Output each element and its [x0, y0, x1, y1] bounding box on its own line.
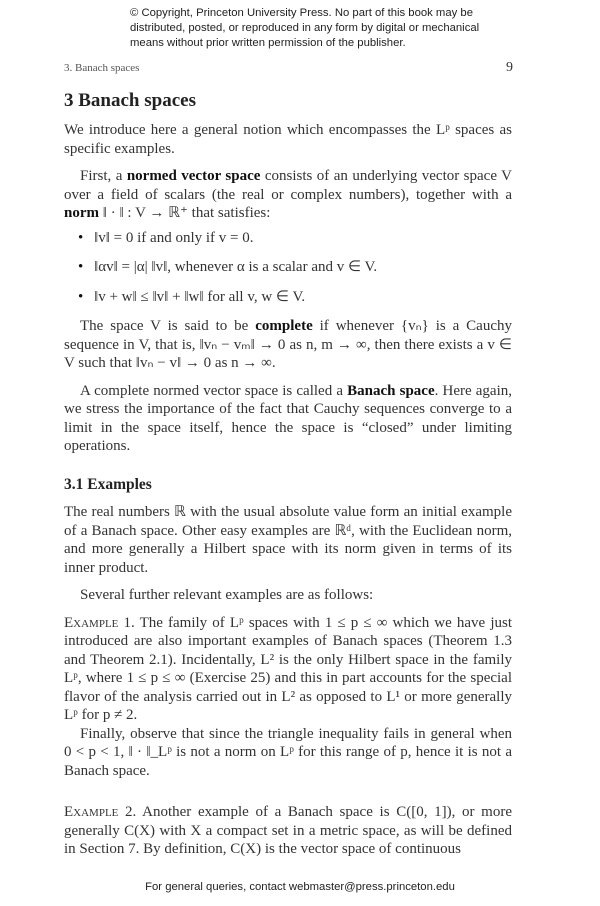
page-number: 9 — [506, 60, 513, 75]
section-intro: We introduce here a general notion which encompasses the Lᵖ spaces as specific examples. — [64, 122, 512, 157]
examples-intro: The real numbers ℝ with the usual absolute value form an initial example of a Banach space. Other easy examples are ℝᵈ, with the Euclidean norm, and more generally a Hilbert space with its norm given in terms of its inner product. — [64, 504, 512, 576]
term-complete: complete — [255, 318, 313, 334]
running-head — [64, 60, 513, 76]
copyright-line-2: distributed, posted, or reproduced in any form by digital or mechanical — [130, 22, 480, 34]
example-2-text: Another example of a Banach space is C([0, 1]), or more generally C(X) with X a compact set in a metric space, as will be defined in Section 7. By definition, C(X) is the vector space of continuous — [64, 804, 512, 857]
text: consists of an underlying vector space V over a field of scalars (the real or complex numbers), together with a — [64, 168, 512, 203]
example-1-followup: Finally, observe that since the triangle inequality fails in general when 0 < p < 1, ‖ · ‖_Lᵖ is not a norm on Lᵖ for this range of p, hence it is not a Banach space. — [64, 725, 512, 779]
copyright-line-3: means without prior written permission of the publisher. — [130, 37, 406, 49]
spacer — [64, 789, 512, 803]
example-2-label: Example 2. — [64, 804, 137, 820]
example-2 — [64, 803, 512, 859]
axiom-item: • ‖v + w‖ ≤ ‖v‖ + ‖w‖ for all v, w ∈ V. — [94, 288, 512, 307]
banach-definition — [64, 382, 512, 456]
text: if whenever {vₙ} is a Cauchy sequence in V, that is, ‖vₙ − vₘ‖ → 0 as n, m → ∞, then there exists a v ∈ V such that ‖vₙ − v‖ → 0 as n → ∞. — [64, 318, 512, 371]
running-head-chapter: 3. Banach spaces — [64, 62, 140, 74]
normed-space-definition — [64, 167, 512, 223]
text: First, a — [80, 168, 127, 184]
text: A complete normed vector space is called a — [80, 382, 348, 399]
text: The space V is said to be — [80, 318, 256, 334]
examples-lead: Several further relevant examples are as follows: — [80, 587, 374, 603]
text: ‖ · ‖ : V → ℝ⁺ that satisfies: — [99, 205, 271, 221]
example-1-text: The family of Lᵖ spaces with 1 ≤ p ≤ ∞ which we have just introduced are also important examples of Banach spaces (Theorem 1.3 and Theorem 2.1). Incidentally, L² is the only Hilbert space in the family Lᵖ, where 1 ≤ p ≤ ∞ (Exercise 25) and this in part accounts for the special flavor of the analysis carried out in L² as opposed to L¹ or more generally Lᵖ for p ≠ 2. — [64, 614, 512, 723]
copyright-notice — [130, 6, 480, 51]
subsection-title: 3.1 Examples — [64, 475, 152, 493]
copyright-line-1: © Copyright, Princeton University Press. No part of this book may be — [130, 7, 473, 19]
term-normed-vector-space: normed vector space — [126, 168, 261, 184]
page-body — [64, 86, 512, 868]
complete-definition — [64, 317, 512, 373]
term-banach-space: Banach space — [347, 382, 435, 399]
axiom-item: • ‖v‖ = 0 if and only if v = 0. — [94, 229, 512, 248]
example-1-label: Example 1. — [64, 614, 135, 631]
norm-axioms-list — [64, 229, 512, 307]
example-1 — [64, 614, 512, 725]
axiom-item: • ‖αv‖ = |α| ‖v‖, whenever α is a scalar and v ∈ V. — [94, 258, 512, 277]
term-norm: norm — [64, 205, 99, 221]
footer-contact: For general queries, contact webmaster@press.princeton.edu — [145, 881, 455, 893]
text: . Here again, we stress the importance of the fact that Cauchy sequences converge to a limit in the space itself, hence the space is “closed” under limiting operations. — [64, 382, 512, 454]
section-title: 3 Banach spaces — [64, 90, 196, 111]
